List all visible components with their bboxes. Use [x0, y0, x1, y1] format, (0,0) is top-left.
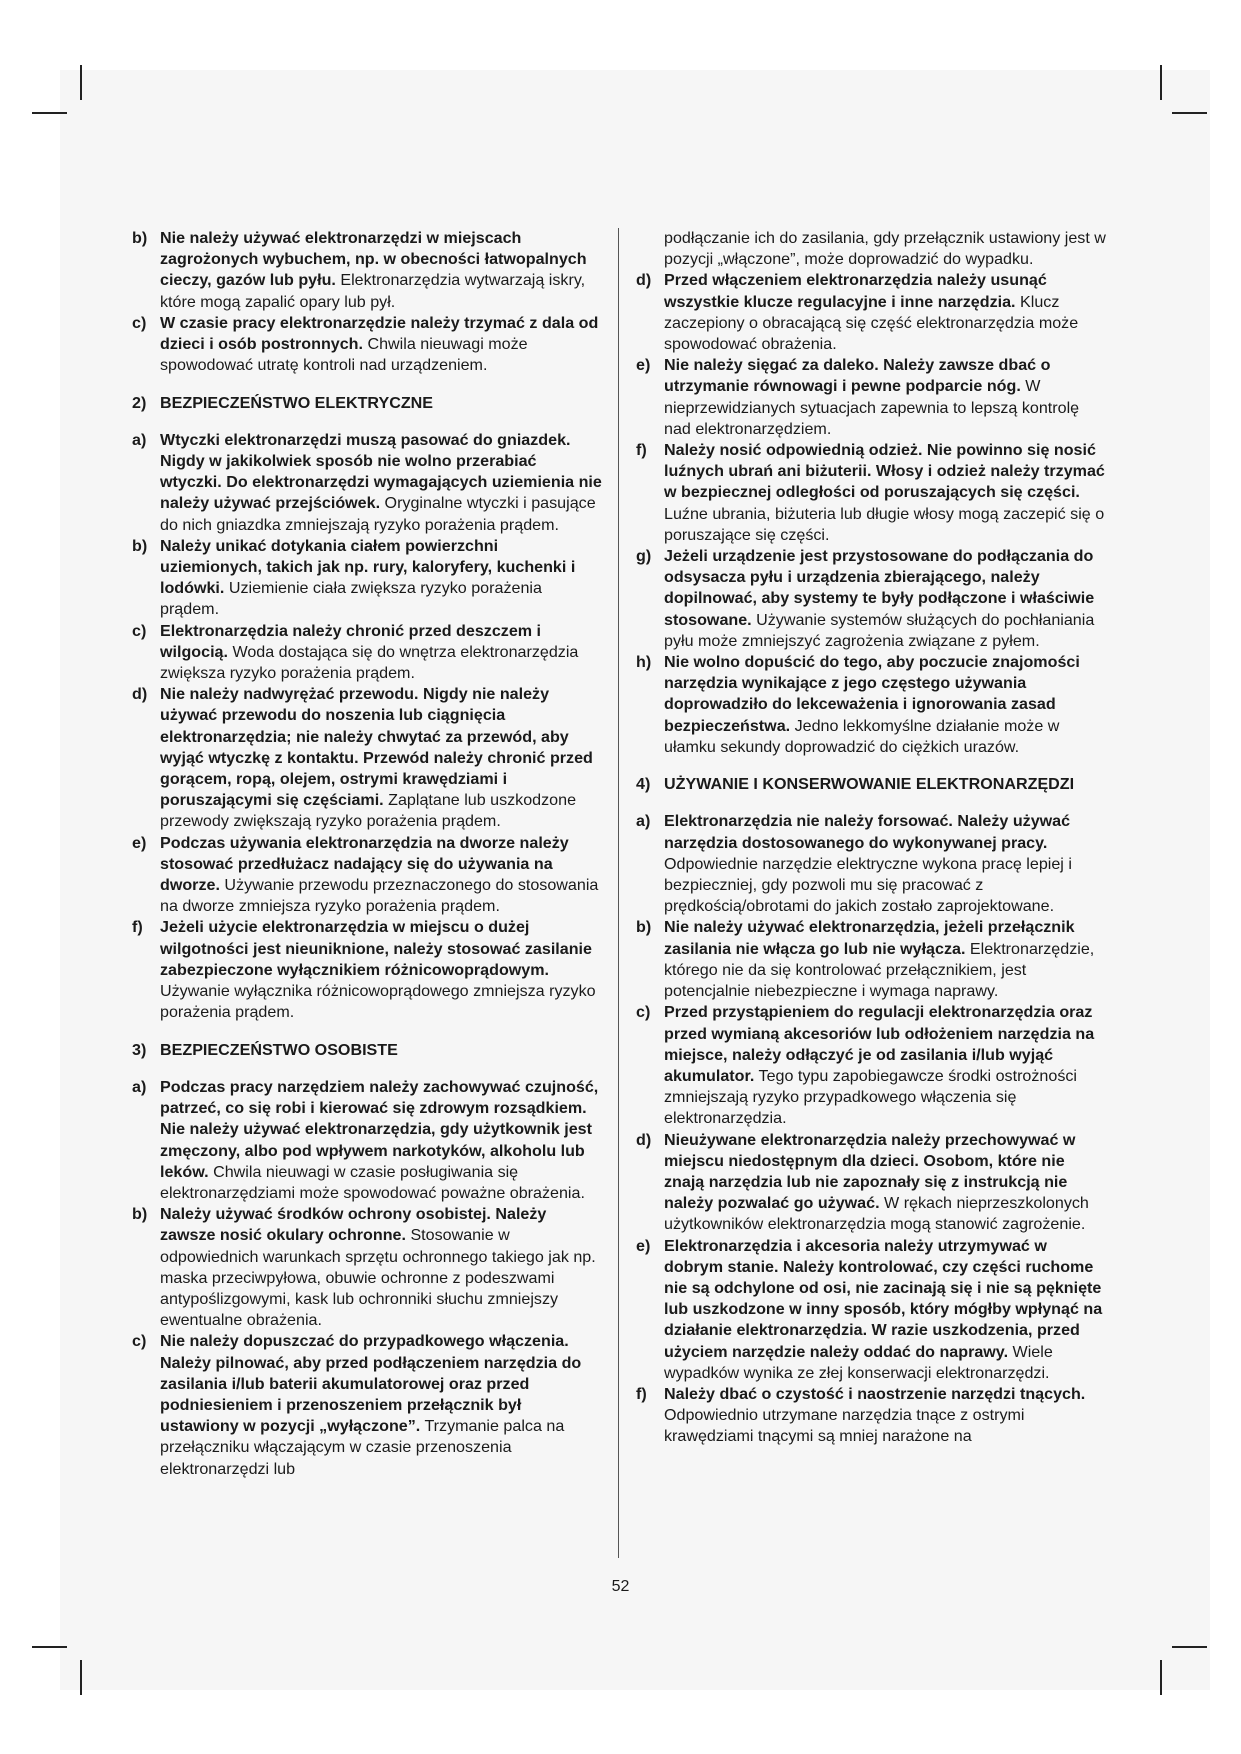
item-bold-text: Nie należy nadwyrężać przewodu. Nigdy nie należy używać przewodu do noszenia lub ciągnięcia elektronarzędzia; nie należy chwytać za przewód, aby wyjąć wtyczkę z kontaktu. Przewód należy chronić przed gorącem, ropą, olejem, ostrymi krawędziami i poruszającymi się częściami.	[160, 685, 593, 810]
item-letter: d)	[132, 685, 148, 704]
crop-mark-top-right-horizontal	[1172, 112, 1207, 114]
item-c-accidental-start	[132, 1331, 602, 1479]
item-letter: f)	[636, 1384, 647, 1403]
item-letter: f)	[132, 918, 143, 937]
item-text: Używanie wyłącznika różnicowoprądowego zmniejsza ryzyko porażenia prądem.	[160, 982, 596, 1022]
item-bold-text: Należy nosić odpowiednią odzież. Nie powinno się nosić luźnych ubrań ani biżuterii. Włosy i odzież należy trzymać w bezpiecznej odległości od poruszających się części.	[664, 441, 1105, 502]
item-text: W nieprzewidzianych sytuacjach zapewnia to lepszą kontrolę nad elektronarzędziem.	[664, 377, 1080, 438]
item-letter: b)	[636, 918, 652, 937]
continued-text: podłączanie ich do zasilania, gdy przełącznik ustawiony jest w pozycji „włączone”, może doprowadzić do wypadku.	[664, 229, 1106, 269]
item-bold-text: W czasie pracy elektronarzędzie należy trzymać z dala od dzieci i osób postronnych.	[160, 313, 599, 354]
item-text: Wiele wypadków wynika ze złej konserwacji elektronarzędzi.	[664, 1342, 1053, 1382]
item-text: Jedno lekkomyślne działanie może w ułamku sekundy doprowadzić do ciężkich urazów.	[664, 716, 1060, 756]
item-a-force	[636, 811, 1108, 917]
item-bold-text: Nie należy sięgać za daleko. Należy zawsze dbać o utrzymanie równowagi i pewne podparcie nóg.	[664, 356, 1051, 396]
item-text: Odpowiednie narzędzie elektryczne wykona pracę lepiej i bezpieczniej, gdy pozwoli mu się pracować z prędkością/obrotami do jakich zostało zaprojektowane.	[664, 854, 1072, 916]
item-d-cord	[132, 684, 602, 832]
item-bold-text: Należy unikać dotykania ciałem powierzchni uziemionych, takich jak np. rury, kaloryfery, kuchenki i lodówki.	[160, 536, 576, 598]
section-number: 2)	[132, 393, 147, 412]
item-c-rain	[132, 621, 602, 685]
item-bold-text: Należy dbać o czystość i naostrzenie narzędzi tnących.	[664, 1384, 1086, 1403]
item-letter: b)	[132, 536, 148, 555]
item-text: Elektronarzędzia wytwarzają iskry, które mogą zapalić opary lub pył.	[160, 271, 586, 311]
item-d-keys	[636, 270, 1108, 355]
item-text: Oryginalne wtyczki i pasujące do nich gniazdka zmniejszają ryzyko porażenia prądem.	[160, 494, 596, 534]
crop-mark-top-left-vertical	[80, 65, 82, 100]
item-text: W rękach nieprzeszkolonych użytkowników elektronarzędzia mogą stanowić zagrożenie.	[664, 1194, 1089, 1234]
left-column	[132, 228, 602, 1480]
item-letter: a)	[636, 812, 651, 831]
column-divider	[618, 228, 619, 1558]
item-bold-text: Nieużywane elektronarzędzia należy przechowywać w miejscu niedostępnym dla dzieci. Osobom, które nie znają narzędzia lub nie zapoznały się z instrukcją nie należy pozwalać go używać.	[664, 1130, 1076, 1213]
item-bold-text: Podczas używania elektronarzędzia na dworze należy stosować przedłużacz nadający się do używania na dworze.	[160, 833, 569, 895]
item-bold-text: Przed przystąpieniem do regulacji elektronarzędzia oraz przed wymianą akcesoriów lub odłożeniem narzędzia na miejsce, należy odłączyć je od zasilania i/lub wyjąć akumulator.	[664, 1003, 1095, 1085]
item-letter: e)	[636, 356, 651, 375]
section-title: BEZPIECZEŃSTWO ELEKTRYCZNE	[160, 393, 434, 412]
item-g-dust	[636, 546, 1108, 652]
item-letter: a)	[132, 1077, 147, 1096]
item-bold-text: Jeżeli użycie elektronarzędzia w miejscu o dużej wilgotności jest nieuniknione, należy stosować zasilanie zabezpieczone wyłącznikiem różnicowoprądowym.	[160, 918, 592, 979]
item-e-outdoor	[132, 833, 602, 918]
item-letter: e)	[636, 1236, 651, 1255]
item-text: Stosowanie w odpowiednich warunkach sprzętu ochronnego takiego jak np. maska przeciwpyłowa, obuwie ochronne z podeszwami antypoślizgowymi, kask lub ochronniki słuchu zmniejszy ewentualne obrażenia.	[160, 1226, 596, 1330]
crop-mark-top-left-horizontal	[32, 112, 67, 114]
item-d-storage	[636, 1130, 1108, 1236]
item-b-grounded-surfaces	[132, 536, 602, 621]
item-letter: d)	[636, 271, 652, 290]
item-text: Zaplątane lub uszkodzone przewody zwiększają ryzyko porażenia prądem.	[160, 791, 577, 831]
item-bold-text: Podczas pracy narzędziem należy zachowywać czujność, patrzeć, co się robi i kierować się zdrowym rozsądkiem. Nie należy używać elektronarzędzia, gdy użytkownik jest zmęczony, albo pod wpływem narkotyków, alkoholu lub leków.	[160, 1077, 599, 1181]
item-text: Klucz zaczepiony o obracającą się część elektronarzędzia może spowodować obrażenia.	[664, 292, 1079, 354]
section-title: UŻYWANIE I KONSERWOWANIE ELEKTRONARZĘDZI	[664, 775, 1075, 794]
item-bold-text: Nie należy używać elektronarzędzi w miejscach zagrożonych wybuchem, np. w obecności łatwopalnych cieczy, gazów lub pyłu.	[160, 229, 587, 290]
item-text: Używanie przewodu przeznaczonego do stosowania na dworze zmniejsza ryzyko porażenia prądem.	[160, 876, 599, 916]
item-bold-text: Nie należy używać elektronarzędzia, jeżeli przełącznik zasilania nie włącza go lub nie wyłącza.	[664, 918, 1075, 958]
item-text: Elektronarzędzie, którego nie da się kontrolować przełącznikiem, jest potencjalnie niebezpieczne i wymaga naprawy.	[664, 939, 1095, 1001]
section-heading-use-care	[636, 774, 1108, 795]
item-letter: e)	[132, 833, 147, 852]
item-letter: g)	[636, 547, 652, 566]
item-b-explosive	[132, 228, 602, 313]
right-column	[636, 228, 1108, 1448]
item-bold-text: Jeżeli urządzenie jest przystosowane do podłączania do odsysacza pyłu i urządzenia zbierającego, należy dopilnować, aby systemy te były podłączone i właściwie stosowane.	[664, 547, 1095, 629]
item-bold-text: Elektronarzędzia i akcesoria należy utrzymywać w dobrym stanie. Należy kontrolować, czy części ruchome nie są odchylone od osi, nie zacinają się i nie są pęknięte lub uszkodzone w inny sposób, który mógłby wpłynąć na działanie elektronarzędzia. W razie uszkodzenia, przed użyciem narzędzie należy oddać do naprawy.	[664, 1236, 1103, 1361]
crop-mark-bottom-right-vertical	[1160, 1660, 1162, 1695]
item-c-disconnect	[636, 1002, 1108, 1129]
item-bold-text: Nie wolno dopuścić do tego, aby poczucie znajomości narzędzia wynikające z jego częstego używania doprowadziło do lekceważenia i ignorowania zasad bezpieczeństwa.	[664, 653, 1080, 735]
item-text: Używanie systemów służących do pochłaniania pyłu może zmniejszyć zagrożenia związane z pyłem.	[664, 610, 1095, 650]
item-letter: a)	[132, 430, 147, 449]
item-f-damp	[132, 917, 602, 1023]
item-bold-text: Elektronarzędzia należy chronić przed deszczem i wilgocią.	[160, 621, 542, 661]
item-text: Woda dostająca się do wnętrza elektronarzędzia zwiększa ryzyko porażenia prądem.	[160, 642, 579, 683]
item-bold-text: Należy używać środków ochrony osobistej. Należy zawsze nosić okulary ochronne.	[160, 1205, 547, 1245]
item-e-maintain	[636, 1236, 1108, 1384]
item-text: Trzymanie palca na przełączniku włączającym w czasie przenoszenia elektronarzędzi lub	[160, 1417, 565, 1478]
item-h-familiarity	[636, 652, 1108, 758]
section-heading-electrical	[132, 393, 602, 414]
item-letter: b)	[132, 1205, 148, 1224]
item-b-switch	[636, 917, 1108, 1002]
page-number: 52	[611, 1578, 630, 1595]
item-f-cutting-tools	[636, 1384, 1108, 1448]
item-e-overreach	[636, 355, 1108, 440]
crop-mark-top-right-vertical	[1160, 65, 1162, 100]
crop-mark-bottom-left-vertical	[80, 1660, 82, 1695]
item-letter: h)	[636, 653, 652, 672]
item-letter: d)	[636, 1130, 652, 1149]
item-text: Chwila nieuwagi może spowodować utratę kontroli nad urządzeniem.	[160, 335, 528, 375]
item-text: Chwila nieuwagi w czasie posługiwania się elektronarzędziami może spowodować poważne obrażenia.	[160, 1162, 585, 1202]
item-a-alert	[132, 1077, 602, 1204]
item-bold-text: Wtyczki elektronarzędzi muszą pasować do gniazdek. Nigdy w jakikolwiek sposób nie wolno przerabiać wtyczki. Do elektronarzędzi wymagających uziemienia nie należy używać przejściówek.	[160, 430, 602, 513]
item-c-children	[132, 313, 602, 377]
item-text: Luźne ubrania, biżuteria lub długie włosy mogą zaczepić się o poruszające się części.	[664, 504, 1105, 544]
item-letter: c)	[132, 1332, 147, 1351]
item-bold-text: Elektronarzędzia nie należy forsować. Należy używać narzędzia dostosowanego do wykonywanej pracy.	[664, 812, 1071, 852]
item-letter: f)	[636, 441, 647, 460]
section-heading-personal	[132, 1040, 602, 1061]
section-title: BEZPIECZEŃSTWO OSOBISTE	[160, 1040, 398, 1059]
crop-mark-bottom-right-horizontal	[1172, 1646, 1207, 1648]
crop-mark-bottom-left-horizontal	[32, 1646, 67, 1648]
item-letter: c)	[132, 621, 147, 640]
section-number: 3)	[132, 1040, 147, 1059]
item-text: Odpowiednio utrzymane narzędzia tnące z ostrymi krawędziami tnącymi są mniej narażone na	[664, 1406, 1025, 1446]
item-text: Tego typu zapobiegawcze środki ostrożności zmniejszają ryzyko przypadkowego włączenia się elektronarzędzia.	[664, 1066, 1078, 1128]
item-bold-text: Nie należy dopuszczać do przypadkowego włączenia. Należy pilnować, aby przed podłączeniem narzędzia do zasilania i/lub baterii akumulatorowej oraz przed podniesieniem i przenoszeniem przełącznik był ustawiony w pozycji „wyłączone”.	[160, 1332, 582, 1436]
item-bold-text: Przed włączeniem elektronarzędzia należy usunąć wszystkie klucze regulacyjne i inne narzędzia.	[664, 271, 1047, 311]
item-text: Uziemienie ciała zwiększa ryzyko porażenia prądem.	[160, 579, 542, 619]
section-number: 4)	[636, 775, 651, 794]
item-a-plugs	[132, 430, 602, 536]
item-b-protective	[132, 1204, 602, 1331]
item-f-clothing	[636, 440, 1108, 546]
item-letter: c)	[132, 313, 147, 332]
item-letter: b)	[132, 229, 148, 247]
item-letter: c)	[636, 1003, 651, 1022]
